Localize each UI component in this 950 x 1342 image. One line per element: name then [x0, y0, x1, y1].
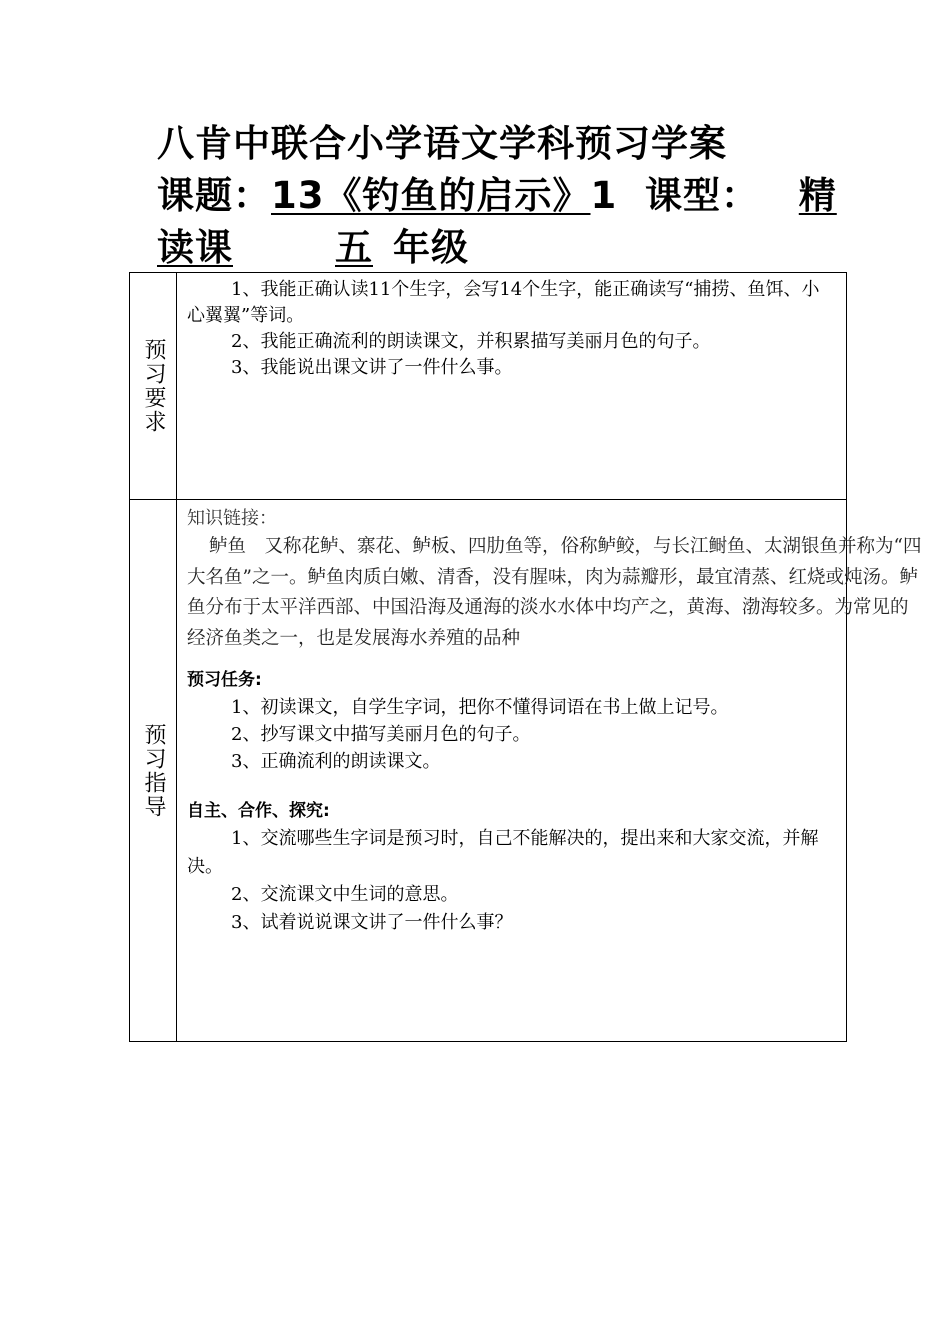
task-item: 3、正确流利的朗读课文。 [231, 751, 441, 772]
explore-item: 1、交流哪些生字词是预习时，自己不能解决的，提出来和大家交流，并解决。 [187, 828, 819, 877]
explore-heading: 自主、合作、探究: [187, 801, 330, 821]
requirement-item: 3、我能说出课文讲了一件什么事。 [231, 357, 513, 378]
explore-item: 2、交流课文中生词的意思。 [231, 884, 459, 905]
grade-value: 五 [335, 226, 373, 269]
requirements-label: 预习要求 [141, 338, 166, 434]
grade-line [157, 222, 807, 274]
school-title: 八肯中联合小学语文学科预习学案 [157, 122, 727, 165]
tasks-heading: 预习任务: [187, 670, 262, 690]
requirements-label-cell [130, 273, 177, 499]
task-item: 2、抄写课文中描写美丽月色的句子。 [231, 724, 531, 745]
study-plan-table [129, 272, 922, 1042]
guidance-label: 预习指导 [141, 722, 166, 819]
guidance-row [130, 500, 922, 1041]
requirements-row [130, 273, 846, 500]
requirements-content [187, 277, 836, 381]
tasks-section [187, 667, 840, 775]
guidance-label-cell [130, 500, 177, 1041]
document-header [157, 118, 837, 274]
lesson-title: 13《钓鱼的启示》 [271, 174, 591, 217]
explore-item: 3、试着说说课文讲了一件什么事？ [231, 912, 513, 933]
requirement-item: 1、我能正确认读11个生字，会写14个生字，能正确读写“捕捞、鱼饵、小心翼翼”等词。 [187, 279, 820, 326]
lesson-type-part2: 读课 [157, 226, 233, 269]
knowledge-text: 鲈鱼 又称花鲈、寨花、鲈板、四肋鱼等，俗称鲈鲛，与长江鲥鱼、太湖银鱼并称为“四大名鱼”之一。鲈鱼肉质白嫩、清香，没有腥味，肉为蒜瓣形，最宜清蒸、红烧或炖汤。鲈鱼分布于太平洋西部、中国沿海及通海的淡水水体中均产之，黄海、渤海较多。为常见的经济鱼类之一，也是发展海水养殖的品种 [187, 536, 922, 649]
grade-suffix: 年级 [393, 226, 469, 269]
requirement-item: 2、我能正确流利的朗读课文，并积累描写美丽月色的句子。 [231, 331, 711, 352]
topic-prefix: 课题： [157, 174, 271, 217]
explore-section [187, 797, 838, 937]
knowledge-heading: 知识链接： [187, 508, 277, 529]
lesson-type-prefix: 1 课型： [590, 174, 787, 217]
lesson-type-part1: 精 [798, 174, 837, 217]
lesson-title-line [157, 170, 837, 222]
task-item: 1、初读课文，自学生字词，把你不懂得词语在书上做上记号。 [231, 697, 729, 718]
knowledge-text-block [187, 532, 922, 654]
